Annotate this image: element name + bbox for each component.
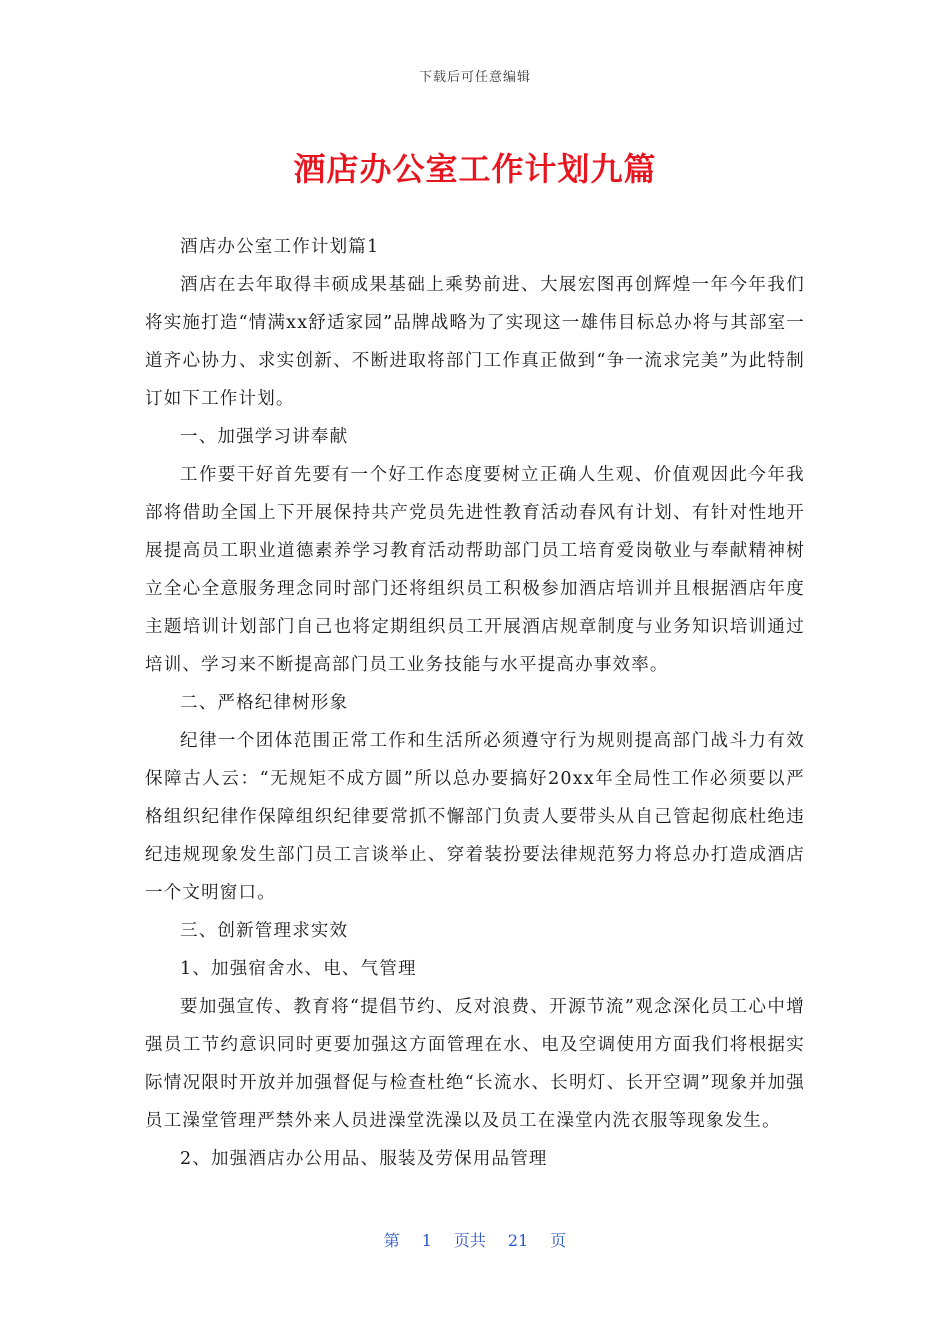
footer-prefix: 第 xyxy=(383,1231,400,1250)
body-paragraph: 纪律一个团体范围正常工作和生活所必须遵守行为规则提高部门战斗力有效保障古人云：“无规矩不成方圆”所以总办要搞好20xx年全局性工作必须要以严格组织纪律作保障组织纪律要常抓不懈部门负责人要带头从自己管起彻底杜绝违纪违规现象发生部门员工言谈举止、穿着装扮要法律规范努力将总办打造成酒店一个文明窗口。 xyxy=(145,731,805,903)
body-paragraph: 要加强宣传、教育将“提倡节约、反对浪费、开源节流”观念深化员工心中增强员工节约意识同时更要加强这方面管理在水、电及空调使用方面我们将根据实际情况限时开放并加强督促与检查杜绝“长流水、长明灯、长开空调”现象并加强员工澡堂管理严禁外来人员进澡堂洗澡以及员工在澡堂内洗衣服等现象发生。 xyxy=(145,997,805,1131)
body-paragraph: 酒店在去年取得丰硕成果基础上乘势前进、大展宏图再创辉煌一年今年我们将实施打造“情满xx舒适家园”品牌战略为了实现这一雄伟目标总办将与其部室一道齐心协力、求实创新、不断进取将部门工作真正做到“争一流求完美”为此特制订如下工作计划。 xyxy=(145,275,805,409)
footer-suffix: 页 xyxy=(550,1231,567,1250)
footer-middle: 页共 xyxy=(453,1231,486,1250)
subsection-heading: 1、加强宿舍水、电、气管理 xyxy=(180,959,417,979)
section-heading: 酒店办公室工作计划篇1 xyxy=(180,237,380,257)
body-paragraph: 工作要干好首先要有一个好工作态度要树立正确人生观、价值观因此今年我部将借助全国上下开展保持共产党员先进性教育活动春风有计划、有针对性地开展提高员工职业道德素养学习教育活动帮助部门员工培育爱岗敬业与奉献精神树立全心全意服务理念同时部门还将组织员工积极参加酒店培训并且根据酒店年度主题培训计划部门自己也将定期组织员工开展酒店规章制度与业务知识培训通过培训、学习来不断提高部门员工业务技能与水平提高办事效率。 xyxy=(145,465,805,675)
section-heading: 二、严格纪律树形象 xyxy=(180,693,349,713)
document-body xyxy=(145,228,805,1178)
current-page-number: 1 xyxy=(421,1231,432,1250)
page-header: 下载后可任意编辑 xyxy=(418,70,531,85)
subsection-heading: 2、加强酒店办公用品、服装及劳保用品管理 xyxy=(180,1149,548,1169)
document-title: 酒店办公室工作计划九篇 xyxy=(293,150,657,188)
page-footer xyxy=(0,1228,950,1251)
section-heading: 三、创新管理求实效 xyxy=(180,921,349,941)
section-heading: 一、加强学习讲奉献 xyxy=(180,427,349,447)
total-pages-number: 21 xyxy=(507,1231,529,1250)
